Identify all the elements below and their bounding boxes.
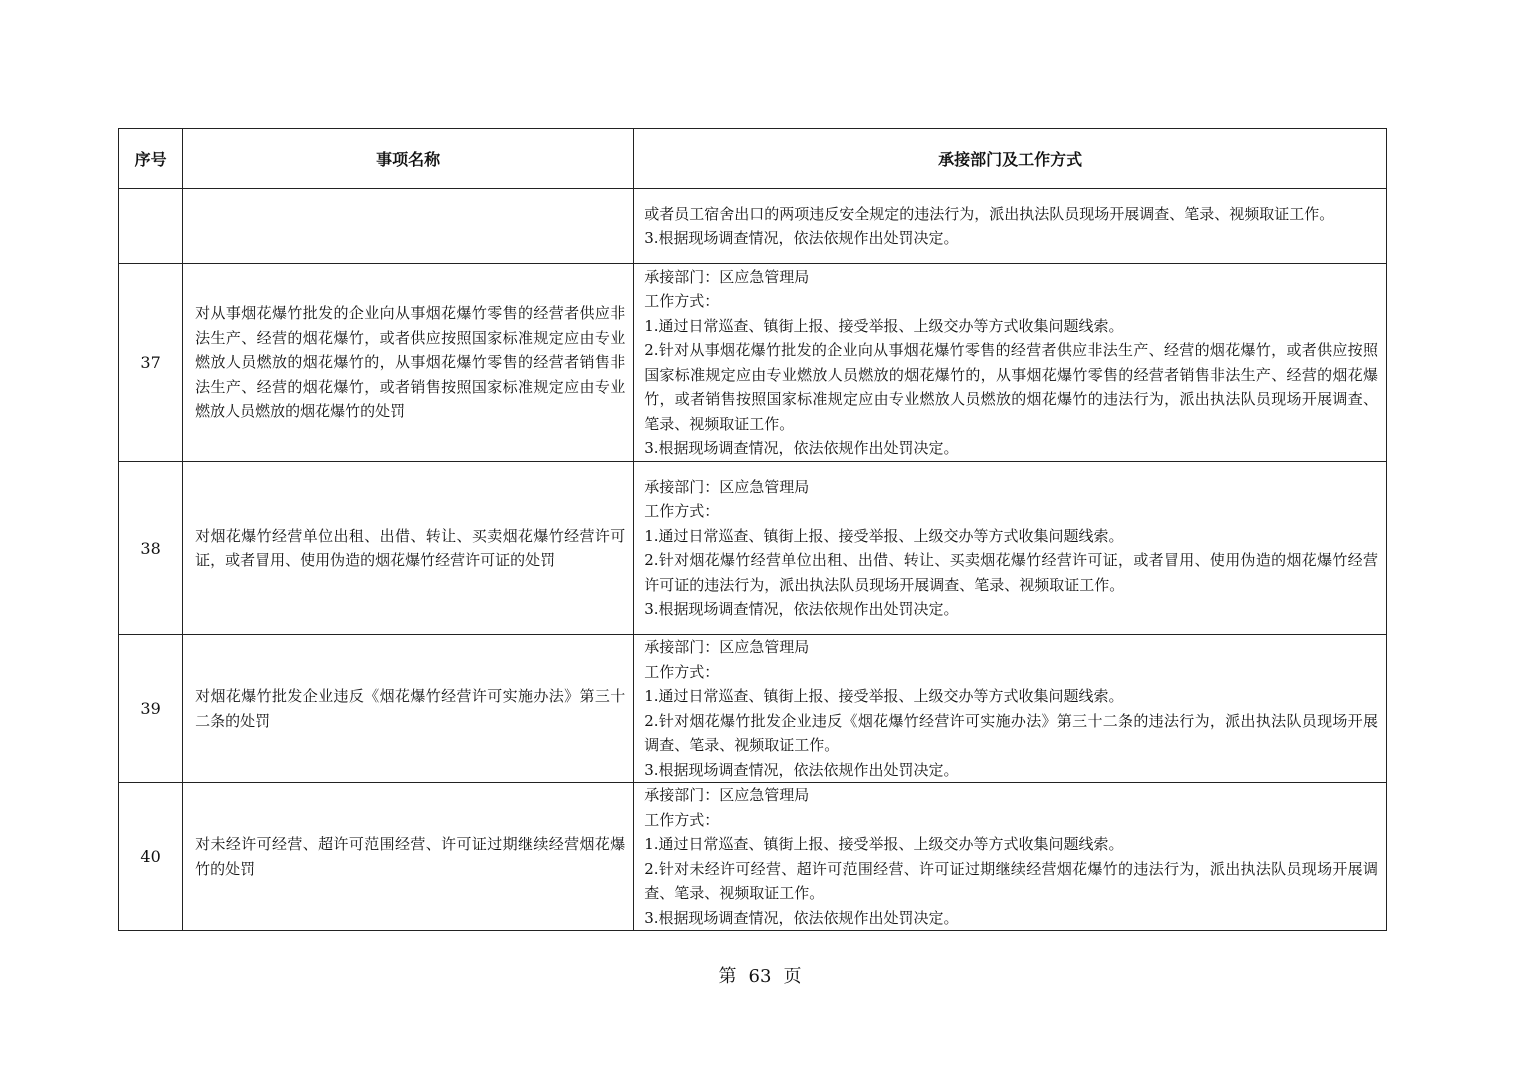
document-table bbox=[118, 128, 1387, 931]
method-line: 2.针对从事烟花爆竹批发的企业向从事烟花爆竹零售的经营者供应非法生产、经营的烟花爆竹，或者供应按照国家标准规定应由专业燃放人员燃放的烟花爆竹的，从事烟花爆竹零售的经营者销售非法生产、经营的烟花爆竹，或者销售按照国家标准规定应由专业燃放人员燃放的烟花爆竹的违法行为，派出执法队员现场开展调查、笔录、视频取证工作。 bbox=[644, 341, 1378, 433]
department-line: 承接部门：区应急管理局 bbox=[644, 477, 810, 496]
method-line: 2.针对烟花爆竹经营单位出租、出借、转让、买卖烟花爆竹经营许可证，或者冒用、使用伪造的烟花爆竹经营许可证的违法行为，派出执法队员现场开展调查、笔录、视频取证工作。 bbox=[644, 551, 1378, 594]
table-row bbox=[119, 264, 1387, 462]
row-item-name bbox=[183, 189, 634, 264]
method-line: 3.根据现场调查情况，依法依规作出处罚决定。 bbox=[644, 229, 959, 247]
table-row bbox=[119, 635, 1387, 783]
page-number: 63 bbox=[748, 966, 772, 987]
row-department-method bbox=[634, 189, 1387, 264]
method-line: 1.通过日常巡查、镇街上报、接受举报、上级交办等方式收集问题线索。 bbox=[644, 316, 1124, 335]
method-line: 2.针对烟花爆竹批发企业违反《烟花爆竹经营许可实施办法》第三十二条的违法行为，派出执法队员现场开展调查、笔录、视频取证工作。 bbox=[644, 711, 1378, 754]
table-row bbox=[119, 462, 1387, 635]
page-footer bbox=[0, 962, 1520, 988]
row-serial-number: 38 bbox=[119, 462, 183, 635]
row-department-method bbox=[634, 462, 1387, 635]
row-department-method bbox=[634, 783, 1387, 931]
method-line: 或者员工宿舍出口的两项违反安全规定的违法行为，派出执法队员现场开展调查、笔录、视频取证工作。 bbox=[644, 204, 1335, 223]
row-serial-number: 39 bbox=[119, 635, 183, 783]
method-line: 1.通过日常巡查、镇街上报、接受举报、上级交办等方式收集问题线索。 bbox=[644, 526, 1124, 545]
table-row-continuation bbox=[119, 189, 1387, 264]
method-line: 3.根据现场调查情况，依法依规作出处罚决定。 bbox=[644, 908, 959, 927]
method-line: 3.根据现场调查情况，依法依规作出处罚决定。 bbox=[644, 439, 959, 457]
row-item-name: 对从事烟花爆竹批发的企业向从事烟花爆竹零售的经营者供应非法生产、经营的烟花爆竹，或者供应按照国家标准规定应由专业燃放人员燃放的烟花爆竹的，从事烟花爆竹零售的经营者销售非法生产、经营的烟花爆竹，或者销售按照国家标准规定应由专业燃放人员燃放的烟花爆竹的处罚 bbox=[183, 264, 634, 462]
row-serial-number: 40 bbox=[119, 783, 183, 931]
header-item-name: 事项名称 bbox=[183, 129, 634, 189]
row-item-name: 对烟花爆竹经营单位出租、出借、转让、买卖烟花爆竹经营许可证，或者冒用、使用伪造的烟花爆竹经营许可证的处罚 bbox=[183, 462, 634, 635]
department-line: 承接部门：区应急管理局 bbox=[644, 267, 810, 286]
method-line: 1.通过日常巡查、镇街上报、接受举报、上级交办等方式收集问题线索。 bbox=[644, 687, 1124, 705]
row-item-name: 对未经许可经营、超许可范围经营、许可证过期继续经营烟花爆竹的处罚 bbox=[183, 783, 634, 931]
row-serial-number: 37 bbox=[119, 264, 183, 462]
header-serial-number: 序号 bbox=[119, 129, 183, 189]
row-department-method bbox=[634, 635, 1387, 783]
method-line: 1.通过日常巡查、镇街上报、接受举报、上级交办等方式收集问题线索。 bbox=[644, 835, 1124, 853]
method-line: 3.根据现场调查情况，依法依规作出处罚决定。 bbox=[644, 760, 959, 779]
row-item-name: 对烟花爆竹批发企业违反《烟花爆竹经营许可实施办法》第三十二条的处罚 bbox=[183, 635, 634, 783]
method-line: 3.根据现场调查情况，依法依规作出处罚决定。 bbox=[644, 600, 959, 618]
method-line: 2.针对未经许可经营、超许可范围经营、许可证过期继续经营烟花爆竹的违法行为，派出执法队员现场开展调查、笔录、视频取证工作。 bbox=[644, 859, 1378, 902]
page-number-prefix: 第 bbox=[718, 966, 737, 987]
row-department-method bbox=[634, 264, 1387, 462]
department-line: 承接部门：区应急管理局 bbox=[644, 786, 810, 804]
header-department-and-method: 承接部门及工作方式 bbox=[634, 129, 1387, 189]
work-method-label: 工作方式： bbox=[644, 810, 720, 829]
table-header-row bbox=[119, 129, 1387, 189]
row-serial-number bbox=[119, 189, 183, 264]
work-method-label: 工作方式： bbox=[644, 502, 720, 520]
table-row bbox=[119, 783, 1387, 931]
work-method-label: 工作方式： bbox=[644, 662, 720, 681]
department-line: 承接部门：区应急管理局 bbox=[644, 638, 810, 656]
work-method-label: 工作方式： bbox=[644, 292, 720, 310]
page-number-suffix: 页 bbox=[783, 966, 802, 987]
